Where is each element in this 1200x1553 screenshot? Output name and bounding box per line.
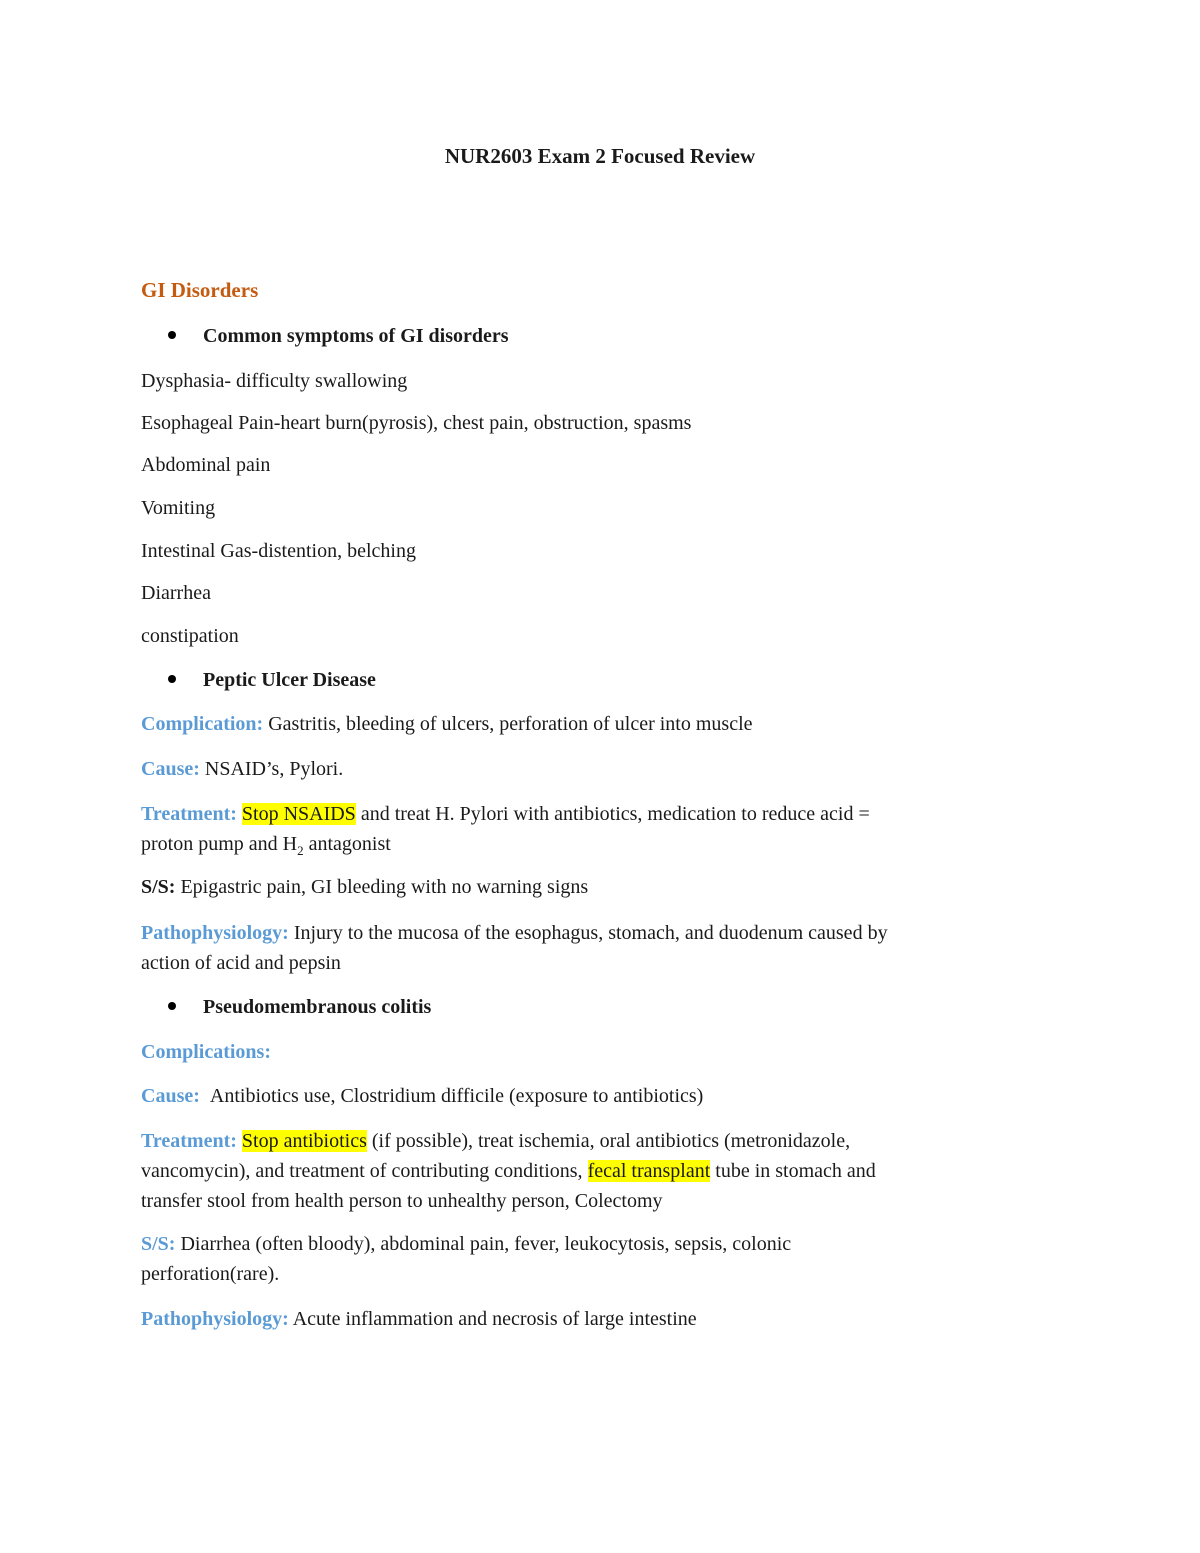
field-text: antagonist xyxy=(308,833,391,855)
field-text: and treat H. Pylori with antibiotics, medication to reduce acid = xyxy=(360,803,870,825)
subscript: 2 xyxy=(297,843,304,858)
field-label: Cause: xyxy=(141,758,200,780)
field-label: Treatment: xyxy=(141,803,237,825)
field-label: Complications: xyxy=(141,1041,271,1063)
field-label: Treatment: xyxy=(141,1130,237,1152)
colitis-patho xyxy=(141,1304,697,1334)
field-label: S/S: xyxy=(141,876,176,898)
field-text: proton pump and H xyxy=(141,833,298,855)
bullet-peptic-ulcer-disease xyxy=(168,665,376,695)
pud-complication xyxy=(141,709,753,739)
field-label: Pathophysiology: xyxy=(141,922,289,944)
symptom-line: Abdominal pain xyxy=(141,454,271,476)
bullet-common-symptoms xyxy=(168,321,509,351)
colitis-treatment xyxy=(141,1126,850,1156)
bullet-dot-icon xyxy=(168,1002,176,1010)
field-label: Cause: xyxy=(141,1085,200,1107)
section-heading-gi-disorders: GI Disorders xyxy=(141,278,259,302)
pud-patho-cont: action of acid and pepsin xyxy=(141,952,341,974)
field-text: Diarrhea (often bloody), abdominal pain, fever, leukocytosis, sepsis, colonic xyxy=(180,1233,792,1255)
pud-ss xyxy=(141,872,588,902)
highlighted-text: Stop NSAIDS xyxy=(241,803,356,825)
field-label: Pathophysiology: xyxy=(141,1308,289,1330)
highlighted-text: fecal transplant xyxy=(587,1160,711,1182)
bullet-label: Pseudomembranous colitis xyxy=(203,996,432,1018)
symptom-line: Dysphasia- difficulty swallowing xyxy=(141,370,408,392)
pud-cause xyxy=(141,754,343,784)
colitis-ss xyxy=(141,1229,791,1259)
colitis-ss-cont: perforation(rare). xyxy=(141,1263,280,1285)
symptom-line: Esophageal Pain-heart burn(pyrosis), chest pain, obstruction, spasms xyxy=(141,412,692,434)
field-text: Antibiotics use, Clostridium difficile (exposure to antibiotics) xyxy=(209,1085,704,1107)
symptom-line: Vomiting xyxy=(141,497,216,519)
symptom-line: Diarrhea xyxy=(141,582,211,604)
colitis-cause xyxy=(141,1081,703,1111)
field-text: (if possible), treat ischemia, oral antibiotics (metronidazole, xyxy=(371,1130,851,1152)
field-text: Gastritis, bleeding of ulcers, perforation of ulcer into muscle xyxy=(268,713,753,735)
bullet-pseudomembranous-colitis xyxy=(168,992,431,1022)
symptom-line: constipation xyxy=(141,625,239,647)
field-label: S/S: xyxy=(141,1233,176,1255)
field-text: tube in stomach and xyxy=(715,1160,876,1182)
pud-treatment-cont xyxy=(141,829,391,859)
bullet-label: Common symptoms of GI disorders xyxy=(203,325,509,347)
bullet-dot-icon xyxy=(168,331,176,339)
bullet-label: Peptic Ulcer Disease xyxy=(203,669,376,691)
field-label: Complication: xyxy=(141,713,264,735)
field-text: NSAID’s, Pylori. xyxy=(204,758,344,780)
field-text: Epigastric pain, GI bleeding with no warning signs xyxy=(180,876,589,898)
symptom-line: Intestinal Gas-distention, belching xyxy=(141,540,416,562)
document-title: NUR2603 Exam 2 Focused Review xyxy=(444,144,756,168)
field-text: Acute inflammation and necrosis of large intestine xyxy=(292,1308,697,1330)
colitis-complications xyxy=(141,1037,271,1067)
field-text: vancomycin), and treatment of contributing conditions, xyxy=(141,1160,583,1182)
highlighted-text: Stop antibiotics xyxy=(241,1130,367,1152)
colitis-treatment-cont2: transfer stool from health person to unhealthy person, Colectomy xyxy=(141,1190,663,1212)
colitis-treatment-cont xyxy=(141,1156,876,1186)
field-text: Injury to the mucosa of the esophagus, stomach, and duodenum caused by xyxy=(293,922,888,944)
pud-treatment xyxy=(141,799,870,829)
bullet-dot-icon xyxy=(168,675,176,683)
pud-patho xyxy=(141,918,888,948)
